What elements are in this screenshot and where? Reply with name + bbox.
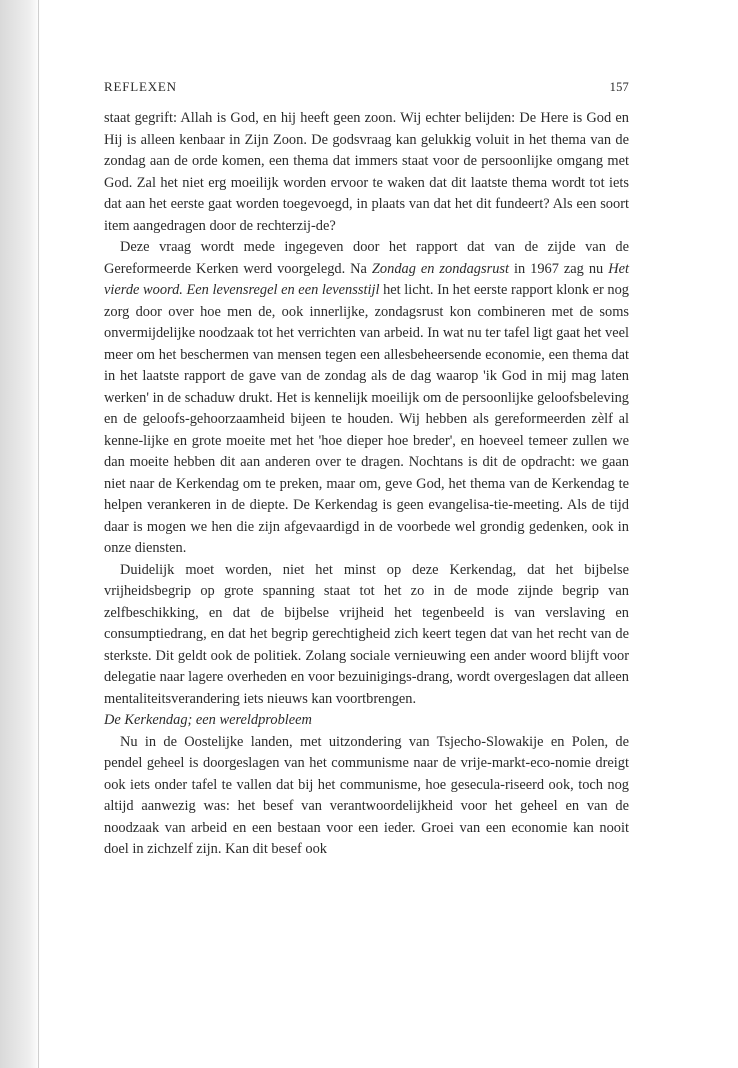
section-heading: De Kerkendag; een wereldprobleem bbox=[104, 712, 312, 728]
book-title-het-vierde-woord: Het vierde woord. Een levensregel en een levensstijl bbox=[104, 260, 629, 298]
paragraph-3: Duidelijk moet worden, niet het minst op deze Kerkendag, dat het bijbelse vrijheidsbegrip op grote spanning staat tot het zo in de mode zijnde begrip van zelfbeschikking, en dat de bijbelse vrijheid het tegenbeeld is van verslaving en consumptiedrang, en dat het begrip gerechtigheid zich keert tegen dat van het recht van de sterkste. Dit geldt ook de politiek. Zolang sociale vernieuwing een ander woord blijft voor delegatie naar lagere overheden en voor bezuinigings-drang, wordt overgeslagen dat alleen mentaliteitsverandering iets nieuws kan voortbrengen. bbox=[104, 561, 629, 707]
paragraph-2-part3: het licht. In het eerste rapport klonk er nog zorg door over hoe men de, ook innerlijke, zondagsrust kon combineren met de soms onvermijdelijke noodzaak tot het verrichten van arbeid. In wat nu ter tafel ligt gaat het veel meer om het beschermen van mensen tegen een allesbeheersende economie, een thema dat in het laatste rapport de gave van de zondag als de dag waarop 'ik God in mij mag laten werken' in de schaduw drukt. Het is kennelijk moeilijk om de persoonlijke geloofsbeleving en de geloofs-gehoorzaamheid bijeen te houden. Wij hebben als gereformeerden zèlf al kenne-lijke en grote moeite met het 'hoe dieper hoe breder', en hoeveel temeer zullen we dan moeite hebben dit aan anderen over te dragen. Nochtans is dit de opdracht: we gaan niet naar de Kerkendag om te preken, maar om, geve God, het thema van de Kerkendag te helpen verankeren in de diepte. De Kerkendag is geen evangelisa-tie-meeting. Als de tijd daar is mogen we hen die zijn afgevaardigd in de voorbede wel grondig gedenken, ook in onze diensten. bbox=[104, 282, 629, 556]
paragraph-2-part1: Deze vraag wordt mede ingegeven door het rapport dat van de zijde van de Gereformeerde Kerken werd voorgelegd. Na bbox=[104, 239, 629, 277]
document-page bbox=[104, 72, 629, 861]
scan-page-edge bbox=[0, 0, 40, 1068]
running-head-title: REFLEXEN bbox=[104, 79, 177, 94]
paragraph-1: staat gegrift: Allah is God, en hij heeft geen zoon. Wij echter belijden: De Here is God en Hij is alleen kenbaar in Zijn Zoon. De godsvraag kan gelukkig voluit in het thema van de zondag aan de orde komen, een thema dat immers staat voor de persoonlijke omgang met God. Zal het niet erg moeilijk worden ervoor te waken dat dit laatste thema wordt tot iets dat aan het eerste gaat worden toegevoegd, in plaats van dat het dit fundeert? Als een soort item aangedragen door de rechterzij-de? bbox=[104, 110, 629, 234]
paragraph-4: Nu in de Oostelijke landen, met uitzondering van Tsjecho-Slowakije en Polen, de pendel geheel is doorgeslagen van het communisme naar de vrije-markt-eco-nomie dreigt ook iets onder tafel te vallen dat bij het communisme, hoe gesecula-riseerd ook, toch nog altijd aanwezig was: het besef van verantwoordelijkheid voor het geheel en van de noodzaak van arbeid en een bestaan voor een ieder. Groei van een economie kan nooit doel in zichzelf zijn. Kan dit besef ook bbox=[104, 733, 629, 857]
paragraph-2-part2: in 1967 zag nu bbox=[509, 260, 609, 277]
page-number: 157 bbox=[609, 80, 629, 94]
binding-gutter-line bbox=[38, 0, 39, 1068]
running-head bbox=[104, 72, 629, 96]
paragraph-2 bbox=[104, 237, 629, 560]
book-title-zondag-en-zondagsrust: Zondag en zondagsrust bbox=[371, 260, 510, 277]
